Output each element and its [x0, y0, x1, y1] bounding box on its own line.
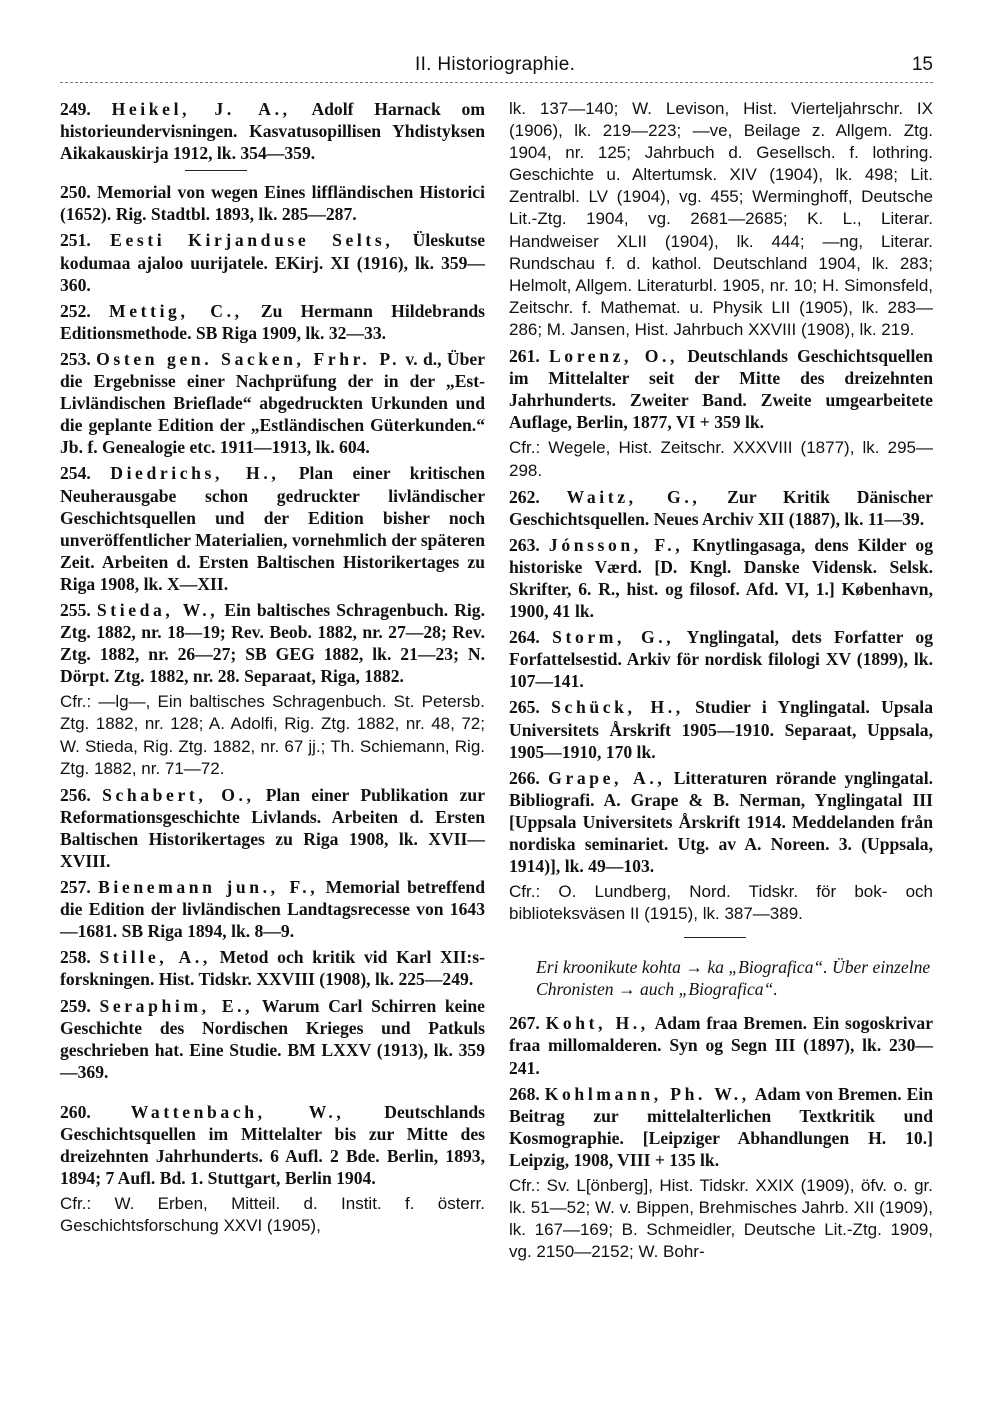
left-column	[60, 98, 485, 1242]
entry-263: 263. Jónsson, F., Knytlingasaga, dens Kilder og historiske Værd. [D. Kngl. Danske Vidensk. Selsk. Skrifter, 6. R., hist. og filosof. Afd. VI, 1.] København, 1900, 41 lk.	[509, 534, 933, 622]
cfr-continuation: lk. 137—140; W. Levison, Hist. Vierteljahrschr. IX (1906), lk. 219—223; —ve, Beilage z. Allgem. Ztg. 1904, nr. 125; Jahrbuch d. Gesellsch. f. lothring. Geschichte u. Altertumsk. XIV (1904), lk. 498; Lit. Zentralbl. LV (1904), vg. 455; Werminghoff, Deutsche Lit.-Ztg. 1904, vg. 2681—2685; K. L., Literar. Handweiser XLII (1904), lk. 444; —ng, Literar. Rundschau f. d. kathol. Deutschland 1904, lk. 283; Helmolt, Allgem. Literaturbl. 1905, nr. 10; H. Simonsfeld, Zeitschr. f. Mathemat. u. Physik LII (1905), lk. 283—286; M. Jansen, Hist. Jahrbuch XXVIII (1908), lk. 219.	[509, 99, 933, 339]
header-rule	[60, 82, 933, 83]
entry-254: 254. Diedrichs, H., Plan einer kritischen Neuherausgabe schon gedruckter livländischer Geschichtsquellen und der Edition bisher noch unveröffentlicher Materialien, vornehmlich der späteren Zeit. Arbeiten d. Ersten Baltischen Historikertages zu Riga 1908, lk. X—XII.	[60, 463, 485, 594]
entry-268: 268. Kohlmann, Ph. W., Adam von Bremen. Ein Beitrag zur mittelalterlichen Textkritik und Kosmographie. [Leipziger Abhandlungen H. 10.] Leipzig, 1908, VIII + 135 lk.	[509, 1083, 934, 1170]
entry-256: 256. Schabert, O., Plan einer Publikation zur Reformationsgeschichte Livlands. Arbeiten d. Ersten Baltischen Historikertages zu Riga 1908, lk. XVII—XVIII.	[60, 784, 485, 871]
entry-252: 252. Mettig, C., Zu Hermann Hildebrands Editionsmethode. SB Riga 1909, lk. 32—33.	[60, 300, 485, 343]
entry-250: 250. Memorial von wegen Eines liffländischen Historici (1652). Rig. Stadtbl. 1893, lk. 285—287.	[60, 182, 485, 225]
entry-257: 257. Bienemann jun., F., Memorial betreffend die Edition der livländischen Landtagsrecesse von 1643—1681. SB Riga 1894, lk. 8—9.	[60, 877, 485, 942]
cfr-261: Cfr.: Wegele, Hist. Zeitschr. XXXVIII (1877), lk. 295—298.	[509, 438, 933, 480]
entry-266: 266. Grape, A., Litteraturen rörande ynglingatal. Bibliografi. A. Grape & B. Nerman, Ynglingatal III [Uppsala Universitets Årskrift 1914. Meddelanden från nordiska seminariet. Utg. av A. Noreen. 3. (Uppsala, 1914)], lk. 49—103.	[509, 767, 934, 877]
entry-262: 262. Waitz, G., Zur Kritik Dänischer Geschichtsquellen. Neues Archiv XII (1887), lk. 11—39.	[509, 486, 933, 529]
right-column	[509, 98, 933, 1267]
section-title: II. Historiographie.	[415, 54, 576, 75]
running-header	[60, 54, 933, 84]
cfr-266: Cfr.: O. Lundberg, Nord. Tidskr. för bok- och biblioteksväsen II (1915), lk. 387—389.	[509, 882, 933, 924]
entry-253: 253. Osten gen. Sacken, Frhr. P. v. d., Über die Ergebnisse einer Nachprüfung der in der „Est-Livländischen Brieflade“ abgedruckten Urkunden und die geplante Edition der „Estländischen Güterkunden.“ Jb. f. Genealogie etc. 1911—1913, lk. 604.	[60, 348, 486, 458]
cfr-255: Cfr.: —lg—, Ein baltisches Schragenbuch. St. Petersb. Ztg. 1882, nr. 128; A. Adolfi, Rig. Ztg. 1882, nr. 48, 72; W. Stieda, Rig. Ztg. 1882, nr. 67 jj.; Th. Schiemann, Rig. Ztg. 1882, nr. 71—72.	[60, 692, 485, 778]
entry-249: 249. Heikel, J. A., Adolf Harnack om historieundervisningen. Kasvatusopillisen Yhdistyksen Aikakauskirja 1912, lk. 354—359.	[60, 99, 486, 164]
spacer	[60, 1087, 485, 1101]
entry-265: 265. Schück, H., Studier i Ynglingatal. Upsala Universitets Årskrift 1905—1910. Separaat, Uppsala, 1905—1910, 170 lk.	[509, 697, 933, 762]
arrow-right-icon: →	[685, 957, 703, 978]
entry-251: 251. Eesti Kirjanduse Selts, Üleskutse kodumaa ajaloo uurijatele. EKirj. XI (1916), lk. 359—360.	[60, 230, 486, 295]
cfr-260: Cfr.: W. Erben, Mitteil. d. Instit. f. österr. Geschichtsforschung XXVI (1905),	[60, 1194, 485, 1236]
entry-259: 259. Seraphim, E., Warum Carl Schirren keine Geschichte des Nordischen Krieges und Patkuls geschrieben hat. Eine Studie. BM LXXV (1913), lk. 359—369.	[60, 995, 485, 1082]
entry-260: 260. Wattenbach, W., Deutschlands Geschichtsquellen im Mittelalter bis zur Mitte des dreizehnten Jahrhunderts. 6 Aufl. 2 Bde. Berlin, 1893, 1894; 7 Aufl. Bd. 1. Stuttgart, Berlin 1904.	[60, 1101, 485, 1189]
entry-258: 258. Stille, A., Metod och kritik vid Karl XII:s-forskningen. Hist. Tidskr. XXVIII (1908), lk. 225—249.	[60, 947, 486, 990]
cfr-268: Cfr.: Sv. L[önberg], Hist. Tidskr. XXIX (1909), öfv. o. gr. lk. 51—52; W. v. Bippen, Brehmisches Jahrb. XII (1909), lk. 167—169; B. Schmeidler, Deutsche Lit.-Ztg. 1909, vg. 2150—2152; W. Bohr-	[509, 1176, 933, 1262]
cross-reference-note: Eri kroonikute kohta → ka „Biografica“. Über einzelne Chronisten → auch „Biografica“.	[536, 957, 931, 1000]
entry-261: 261. Lorenz, O., Deutschlands Geschichtsquellen im Mittelalter seit der Mitte des dreizehnten Jahrhunderts. Zweiter Band. Zweite umgearbeitete Auflage, Berlin, 1877, VI + 359 lk.	[509, 346, 933, 433]
entry-267: 267. Koht, H., Adam fraa Bremen. Ein sogoskrivar fraa millomalderen. Syn og Segn III (1897), lk. 230—241.	[509, 1013, 934, 1078]
separator-rule	[185, 170, 247, 171]
entry-264: 264. Storm, G., Ynglingatal, dets Forfatter og Forfattelsestid. Arkiv för nordisk filologi XV (1899), lk. 107—141.	[509, 627, 934, 692]
separator-rule	[684, 937, 746, 938]
entry-255: 255. Stieda, W., Ein baltisches Schragenbuch. Rig. Ztg. 1882, nr. 18—19; Rev. Beob. 1882, nr. 27—28; Rev. Ztg. 1882, nr. 26—27; SB GEG 1882, lk. 21—23; N. Dörpt. Ztg. 1882, nr. 28. Separaat, Riga, 1882.	[60, 599, 485, 687]
arrow-right-icon: →	[617, 979, 636, 1000]
page-number: 15	[911, 54, 933, 75]
